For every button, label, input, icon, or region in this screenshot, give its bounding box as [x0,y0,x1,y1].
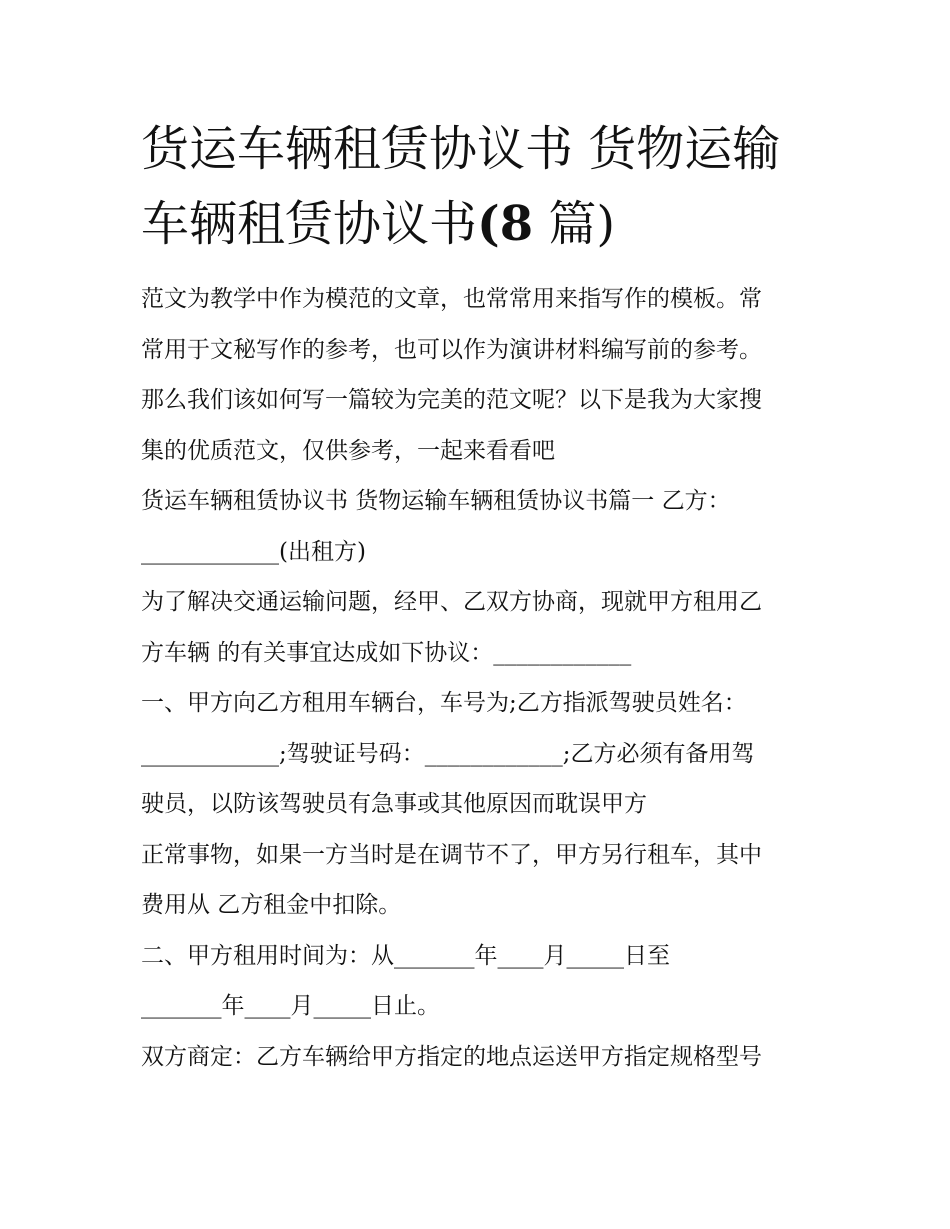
document-page [141,112,821,1082]
title-count: (8 [477,196,534,252]
body-line: ____________(出租方) [141,538,366,565]
title-line-2 [141,187,821,262]
body-line: ____________;驾驶证号码：____________;乙方必须有备用驾 [141,740,755,767]
body-line: 一、甲方向乙方租用车辆台，车号为;乙方指派驾驶员姓名： [141,690,747,716]
body-line: 正常事物，如果一方当时是在调节不了，甲方另行租车，其中 [141,841,762,868]
title-line-2-text: 车辆租赁协议书 [141,196,478,252]
body-line: 方车辆 的有关事宜达成如下协议：____________ [141,639,632,666]
document-title [141,112,821,262]
body-line: 双方商定：乙方车辆给甲方指定的地点运送甲方指定规格型号 [141,1043,762,1070]
document-body [141,274,821,1082]
body-line: 那么我们该如何写一篇较为完美的范文呢？以下是我为大家搜 [141,387,762,413]
body-line: 驶员，以防该驾驶员有急事或其他原因而耽误甲方 [141,791,647,817]
body-line: 集的优质范文，仅供参考，一起来看看吧 [141,437,555,464]
body-line: _______年____月_____日止。 [141,993,440,1019]
title-suffix: 篇) [533,196,616,252]
body-line: 货运车辆租赁协议书 货物运输车辆租赁协议书篇一 乙方： [141,488,731,514]
body-line: 费用从 乙方租金中扣除。 [141,892,402,918]
title-line-1: 货运车辆租赁协议书 货物运输 [141,121,781,177]
body-line: 为了解决交通运输问题，经甲、乙双方协商，现就甲方租用乙 [141,589,762,615]
body-line: 常用于文秘写作的参考，也可以作为演讲材料编写前的参考。 [141,336,762,363]
body-line: 范文为教学中作为模范的文章，也常常用来指写作的模板。常 [141,286,762,312]
body-line: 二、甲方租用时间为：从_______年____月_____日至 [141,942,670,969]
